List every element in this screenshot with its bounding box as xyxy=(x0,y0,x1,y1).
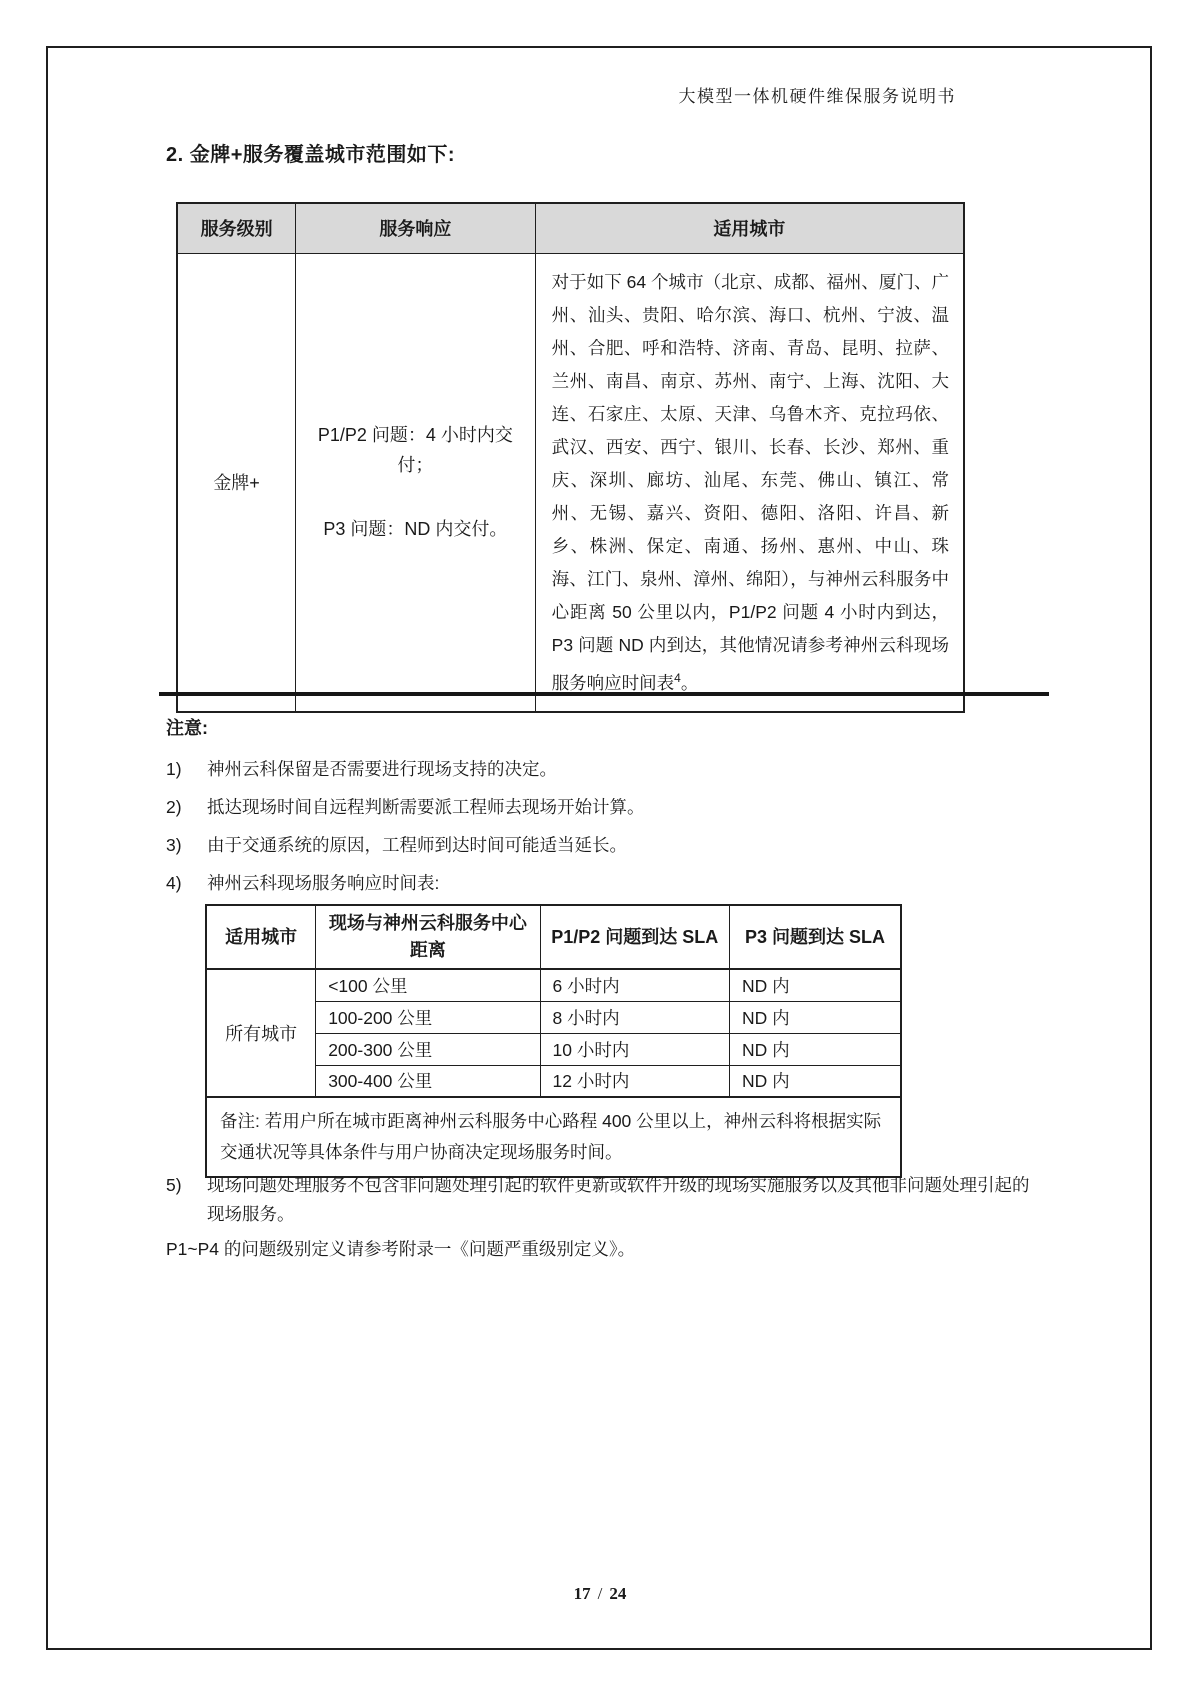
notice-label: 注意: xyxy=(166,718,208,738)
note-3-text: 由于交通系统的原因，工程师到达时间可能适当延长。 xyxy=(207,835,627,855)
note-3-number: 3) xyxy=(166,835,182,855)
header-service-level: 服务级别 xyxy=(177,203,296,253)
header-service-response: 服务响应 xyxy=(296,203,536,253)
note-item-3 xyxy=(166,831,1038,860)
note-item-1 xyxy=(166,755,1038,784)
response-p1p2-text: P1/P2 问题：4 小时内交付； xyxy=(317,425,513,476)
header-applicable-cities: 适用城市 xyxy=(535,203,964,253)
note-item-2 xyxy=(166,793,1038,822)
header-p1p2-sla: P1/P2 问题到达 SLA xyxy=(540,905,729,969)
service-level-cell: 金牌+ xyxy=(177,253,296,712)
p1p2-sla-cell: 6 小时内 xyxy=(540,969,729,1001)
distance-cell: <100 公里 xyxy=(316,969,540,1001)
p1p2-sla-cell: 12 小时内 xyxy=(540,1065,729,1097)
note-4-text: 神州云科现场服务响应时间表: xyxy=(207,873,440,893)
remark-cell: 备注: 若用户所在城市距离神州云科服务中心路程 400 公里以上，神州云科将根据实际交通状况等具体条件与用户协商决定现场服务时间。 xyxy=(206,1097,901,1177)
page-number-separator: / xyxy=(597,1584,603,1603)
note-2-number: 2) xyxy=(166,797,182,817)
distance-cell: 200-300 公里 xyxy=(316,1033,540,1065)
header-city-scope: 适用城市 xyxy=(206,905,316,969)
response-p3-text: P3 问题：ND 内交付。 xyxy=(323,519,508,540)
p1p2-sla-cell: 8 小时内 xyxy=(540,1001,729,1033)
cities-paragraph-end: 。 xyxy=(680,672,699,693)
response-time-table xyxy=(205,904,902,1178)
applicable-cities-cell xyxy=(535,253,964,712)
p3-sla-cell: ND 内 xyxy=(729,1033,901,1065)
p3-sla-cell: ND 内 xyxy=(729,1001,901,1033)
note-1-text: 神州云科保留是否需要进行现场支持的决定。 xyxy=(207,759,557,779)
remark-row xyxy=(206,1097,901,1177)
thick-divider-rule xyxy=(159,692,1049,696)
p3-sla-cell: ND 内 xyxy=(729,1065,901,1097)
note-item-4 xyxy=(166,869,1038,898)
section-heading: 2. 金牌+服务覆盖城市范围如下: xyxy=(166,144,456,166)
service-response-cell xyxy=(296,253,536,712)
header-p3-sla: P3 问题到达 SLA xyxy=(729,905,901,969)
p1p2-sla-cell: 10 小时内 xyxy=(540,1033,729,1065)
note-item-5 xyxy=(166,1171,1038,1229)
table-row xyxy=(206,969,901,1001)
page-number-total: 24 xyxy=(609,1584,627,1603)
service-table-header-row xyxy=(177,203,964,253)
severity-definition-reference: P1~P4 的问题级别定义请参考附录一《问题严重级别定义》。 xyxy=(166,1239,636,1259)
header-distance: 现场与神州云科服务中心距离 xyxy=(316,905,540,969)
note-1-number: 1) xyxy=(166,759,182,779)
distance-cell: 100-200 公里 xyxy=(316,1001,540,1033)
page-number-current: 17 xyxy=(573,1584,591,1603)
service-coverage-table xyxy=(176,202,965,713)
distance-cell: 300-400 公里 xyxy=(316,1065,540,1097)
note-4-number: 4) xyxy=(166,873,182,893)
note-5-text: 现场问题处理服务不包含非问题处理引起的软件更新或软件升级的现场实施服务以及其他非问题处理引起的现场服务。 xyxy=(207,1175,1030,1224)
p3-sla-cell: ND 内 xyxy=(729,969,901,1001)
service-table-data-row xyxy=(177,253,964,712)
cities-paragraph: 对于如下 64 个城市（北京、成都、福州、厦门、广州、汕头、贵阳、哈尔滨、海口、杭州、宁波、温州、合肥、呼和浩特、济南、青岛、昆明、拉萨、兰州、南昌、南京、苏州、南宁、上海、沈阳、大连、石家庄、太原、天津、乌鲁木齐、克拉玛依、武汉、西安、西宁、银川、长春、长沙、郑州、重庆、深圳、廊坊、汕尾、东莞、佛山、镇江、常州、无锡、嘉兴、资阳、德阳、洛阳、许昌、新乡、株洲、保定、南通、扬州、惠州、中山、珠海、江门、泉州、漳州、绵阳），与神州云科服务中心距离 50 公里以内，P1/P2 问题 4 小时内到达，P3 问题 ND 内到达，其他情况请参考神州云科现场服务响应时间表 xyxy=(551,271,949,693)
document-header-title: 大模型一体机硬件维保服务说明书 xyxy=(678,87,956,106)
footnote-reference-4: 4 xyxy=(674,670,681,685)
note-5-number: 5) xyxy=(166,1175,182,1195)
response-table-header-row xyxy=(206,905,901,969)
page-footer xyxy=(0,1584,1200,1604)
city-scope-cell: 所有城市 xyxy=(206,969,316,1097)
note-2-text: 抵达现场时间自远程判断需要派工程师去现场开始计算。 xyxy=(207,797,645,817)
